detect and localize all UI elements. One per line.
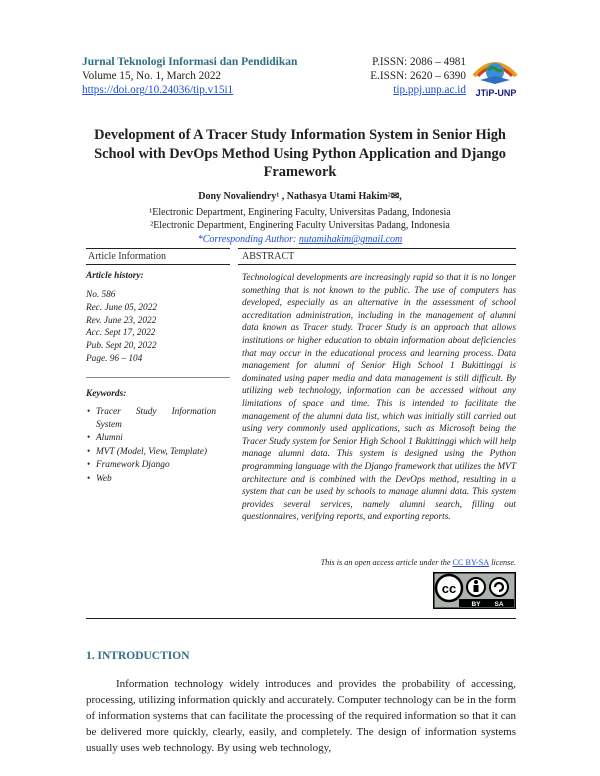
history-item: No. 586 xyxy=(86,290,116,300)
journal-title: Jurnal Teknologi Informasi dan Pendidikan xyxy=(82,56,298,68)
license-line xyxy=(242,558,516,567)
corresponding-email[interactable]: nutamihakim@gmail.com xyxy=(298,234,403,245)
affiliation-1: ¹Electronic Department, Enginering Faculty, Universitas Padang, Indonesia xyxy=(149,207,451,218)
corresponding-author xyxy=(84,234,516,245)
license-link[interactable]: CC BY-SA xyxy=(452,558,490,567)
abstract-text: Technological developments are increasingly rapid so that it is no longer something that is not known to the public. The use of computers has developed, especially as an alternative in the assessment of school accreditation administration, including in the management of alumni data known as Tracer study. Tracer Study is an approach that allows institutions or higher education to obtain information about deficiencies that may occur in the educational process and learning process. Data management for alumni of Senior High School 1 Bukittinggi is dominated using paper media and data management is still difficult. By utilizing web technology, information can be accessed without any limitations of space and time. This is intended to facilitate the management of the alumni data list, which was initially still carried out using very commonly used applications, such as Microsoft being the Tracer Study system for Senior High School 1 Bukittinggi which will help manage alumni data. This system is designed using the Python programming language with the Django framework that utilizes the MVT architecture and is combined with the DevOps method, resulting in a system that can be used by schools to manage alumni data. This system provides several services, namely alumni search, filling out questionnaires, verifying reports, and exporting reports. xyxy=(242,273,516,523)
keyword-item: Tracer Study Information System xyxy=(96,407,216,430)
badge-sa: SA xyxy=(494,601,504,608)
article-info-heading: Article Information xyxy=(88,251,167,262)
rule-left-top xyxy=(86,248,230,249)
article-history xyxy=(86,271,216,366)
paper-title: Development of A Tracer Study Information System in Senior High School with DevOps Method Using Python Application and Django Framework xyxy=(94,127,506,180)
cc-by-sa-badge xyxy=(433,572,516,609)
journal-volume: Volume 15, No. 1, March 2022 xyxy=(82,70,222,83)
history-item: Pub. Sept 20, 2022 xyxy=(86,341,157,352)
keyword-item: • Framework Django xyxy=(96,459,216,472)
license-prefix: This is an open access article under the xyxy=(320,558,451,567)
history-item: Page. 96 – 104 xyxy=(86,353,143,364)
site-link[interactable]: tip.ppj.unp.ac.id xyxy=(393,84,466,97)
rule-right-top xyxy=(238,248,516,249)
authors: Dony Novaliendry¹ , Nathasya Utami Hakim²✉, xyxy=(198,191,402,202)
keywords-block xyxy=(86,389,216,486)
keyword-item: • MVT (Model, View, Template) xyxy=(96,446,216,459)
svg-text:cc: cc xyxy=(441,581,457,596)
history-item: Rev. June 23, 2022 xyxy=(86,315,157,326)
journal-header xyxy=(82,55,352,98)
doi-link[interactable]: https://doi.org/10.24036/tip.v15i1 xyxy=(82,84,234,97)
section-heading: 1. INTRODUCTION xyxy=(86,650,190,662)
introduction-text xyxy=(86,676,516,756)
rule-left-mid xyxy=(86,264,230,265)
issn-block xyxy=(356,55,466,98)
keyword-item: • Web xyxy=(96,473,216,486)
badge-by: BY xyxy=(471,601,481,608)
logo-text: JTiP-UNP xyxy=(475,88,517,98)
eissn: E.ISSN: 2620 – 6390 xyxy=(370,70,466,83)
keyword-item: • Alumni xyxy=(96,432,216,445)
keywords-label: Keywords: xyxy=(86,389,127,399)
history-label: Article history: xyxy=(86,271,144,281)
corresponding-label: *Corresponding Author: xyxy=(197,234,297,245)
affiliation-2: ²Electronic Department, Enginering Faculty Universitas Padang, Indonesia xyxy=(150,220,450,231)
introduction-paragraph: Information technology widely introduces and provides the probability of accessing, processing, utilizing information quickly and accurately. Computer technology can be in the form of information systems that can facilitate the processing of the required information so that it can be delivered more quickly, clearly, easily, and completely. The design of information systems usually uses web technology. By using web technology, xyxy=(86,678,516,754)
rule-right-mid xyxy=(238,264,516,265)
pissn: P.ISSN: 2086 – 4981 xyxy=(372,56,466,68)
abstract-heading: ABSTRACT xyxy=(242,251,295,262)
rule-left-sep xyxy=(86,377,230,378)
rule-bottom xyxy=(86,618,516,619)
history-item: Acc. Sept 17, 2022 xyxy=(86,328,156,339)
license-suffix: license. xyxy=(491,558,516,567)
history-item: Rec. June 05, 2022 xyxy=(86,302,157,313)
